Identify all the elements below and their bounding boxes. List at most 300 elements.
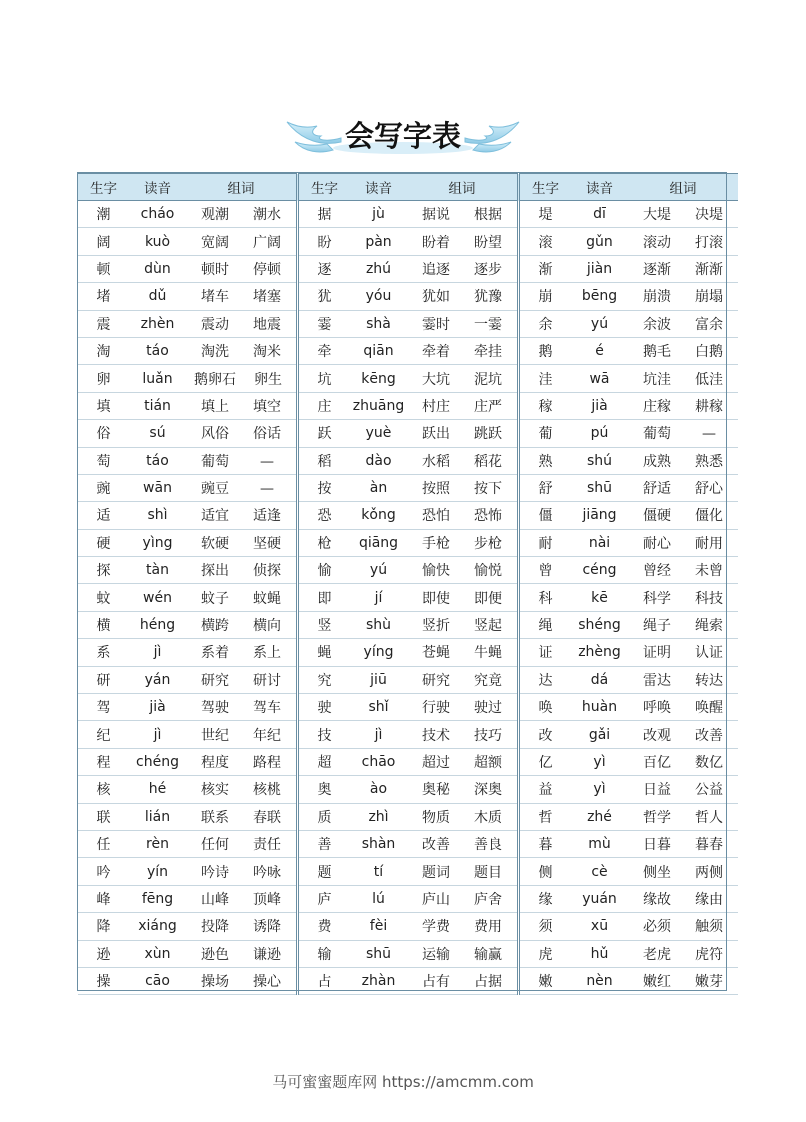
table-row [78,420,738,447]
word: 责任 [253,837,281,854]
words-cell [186,310,298,337]
pinyin-cell: jì [350,721,407,748]
word: 葡萄 [643,426,671,443]
word: 缘故 [643,891,671,908]
words-cell [186,885,298,912]
words-cell [407,283,519,310]
pinyin-cell: jiàn [571,255,628,282]
char-cell: 任 [78,830,129,857]
pinyin-cell: yú [571,310,628,337]
word: 操场 [201,974,229,991]
word: 日暮 [643,837,671,854]
word: 探出 [201,563,229,580]
word: 物质 [422,809,450,826]
table-row [78,858,738,885]
words-cell [407,502,519,529]
pinyin-cell: yán [129,666,186,693]
words-cell [186,830,298,857]
pinyin-cell: shì [129,502,186,529]
word: 占据 [474,974,502,991]
pinyin-cell: shéng [571,611,628,638]
char-cell: 费 [299,913,350,940]
pinyin-cell: fèi [350,913,407,940]
words-cell [407,584,519,611]
word: 竖折 [422,618,450,635]
word: 卵生 [254,371,282,388]
pinyin-cell: huàn [571,694,628,721]
word: 题词 [422,864,450,881]
char-cell: 熟 [520,447,571,474]
char-cell: 善 [299,830,350,857]
word: 潮水 [253,207,281,224]
char-cell: 研 [78,666,129,693]
words-cell [407,201,519,228]
word: 庄稼 [643,398,671,415]
word: 山峰 [201,891,229,908]
word: 任何 [201,837,229,854]
pinyin-cell: zhé [571,803,628,830]
words-cell [186,584,298,611]
words-cell [628,666,738,693]
char-cell: 改 [520,721,571,748]
words-cell [407,803,519,830]
table-row [78,639,738,666]
char-cell: 滚 [520,228,571,255]
words-cell [628,885,738,912]
word: 观潮 [201,207,229,224]
word: 僵硬 [643,508,671,525]
char-cell: 暮 [520,830,571,857]
header-words: 组词 [186,174,298,201]
words-cell [628,776,738,803]
table-row [78,748,738,775]
char-cell: 达 [520,666,571,693]
words-cell [628,474,738,501]
pinyin-cell: tàn [129,557,186,584]
words-cell [186,666,298,693]
word: 富余 [695,316,723,333]
char-cell: 庄 [299,392,350,419]
pinyin-cell: hé [129,776,186,803]
char-cell: 系 [78,639,129,666]
word: 追逐 [422,261,450,278]
pinyin-cell: pàn [350,228,407,255]
table-row [78,885,738,912]
char-cell: 质 [299,803,350,830]
char-cell: 淘 [78,337,129,364]
table-row [78,502,738,529]
words-cell [628,721,738,748]
word: 科技 [695,590,723,607]
table-row [78,940,738,967]
word: 题目 [474,864,502,881]
word: 吟咏 [253,864,281,881]
char-cell: 唤 [520,694,571,721]
pinyin-cell: sú [129,420,186,447]
char-cell: 降 [78,913,129,940]
word: 愉悦 [474,563,502,580]
word: 按下 [474,481,502,498]
words-cell [628,803,738,830]
word: 善良 [474,837,502,854]
pinyin-cell: dùn [129,255,186,282]
words-cell [628,365,738,392]
char-cell: 堤 [520,201,571,228]
char-cell: 霎 [299,310,350,337]
word: 即便 [474,590,502,607]
words-cell [186,776,298,803]
words-cell [407,447,519,474]
word: 僵化 [695,508,723,525]
words-cell [628,830,738,857]
char-cell: 卵 [78,365,129,392]
words-cell [407,557,519,584]
word: 侦探 [253,563,281,580]
words-cell [628,310,738,337]
word: 根据 [474,207,502,224]
char-cell: 阔 [78,228,129,255]
char-cell: 操 [78,967,129,994]
word: 逐渐 [643,261,671,278]
word: 春联 [253,809,281,826]
table-body [78,201,738,995]
pinyin-cell: fēng [129,885,186,912]
word: 暮春 [695,837,723,854]
word: 绳索 [695,618,723,635]
word: 唤醒 [695,700,723,717]
word: 崩溃 [643,289,671,306]
word: 超过 [422,755,450,771]
words-cell [407,748,519,775]
pinyin-cell: pú [571,420,628,447]
header-char: 生字 [520,174,571,201]
word: 操心 [253,974,281,991]
word: 堵塞 [253,289,281,306]
char-cell: 舒 [520,474,571,501]
word: 恐怕 [422,508,450,525]
pinyin-cell: yìng [129,529,186,556]
word: 侧坐 [643,864,671,881]
pinyin-cell: héng [129,611,186,638]
words-cell [628,858,738,885]
char-cell: 潮 [78,201,129,228]
pinyin-cell: céng [571,557,628,584]
word: 占有 [422,974,450,991]
char-cell: 枪 [299,529,350,556]
char-cell: 须 [520,913,571,940]
pinyin-cell: cè [571,858,628,885]
word: 嫩芽 [695,974,723,991]
table-row [78,830,738,857]
pinyin-cell: mù [571,830,628,857]
pinyin-cell: shàn [350,830,407,857]
words-cell [407,611,519,638]
words-cell [407,858,519,885]
word: 步枪 [474,535,502,552]
words-cell [628,502,738,529]
words-cell [407,940,519,967]
word: 耕稼 [695,398,723,415]
word: 呼唤 [643,700,671,717]
word: 豌豆 [201,481,229,498]
word: 大坑 [422,371,450,388]
word: 打滚 [695,234,723,251]
word: 成熟 [643,453,671,470]
word: 填上 [201,398,229,415]
words-cell [186,913,298,940]
word: 驶过 [474,700,502,717]
word: 绳子 [643,618,671,635]
char-cell: 余 [520,310,571,337]
word: 崩塌 [695,289,723,306]
char-cell: 技 [299,721,350,748]
char-cell: 牵 [299,337,350,364]
word: 渐渐 [695,261,723,278]
header-pinyin: 读音 [129,174,186,201]
word: 跳跃 [474,426,502,443]
word: 即使 [422,590,450,607]
pinyin-cell: jì [129,639,186,666]
word: 驾车 [253,700,281,717]
pinyin-cell: zhú [350,255,407,282]
word: 研讨 [253,672,281,689]
word: 触须 [695,919,723,936]
words-cell [186,721,298,748]
pinyin-cell: jù [350,201,407,228]
words-cell [186,283,298,310]
table-row [78,201,738,228]
word: 改观 [643,727,671,744]
table-row [78,392,738,419]
word: 大堤 [643,207,671,224]
word: 程度 [201,755,229,771]
word: 驾驶 [201,700,229,717]
char-cell: 核 [78,776,129,803]
pinyin-cell: lián [129,803,186,830]
word: 吟诗 [201,864,229,881]
char-cell: 侧 [520,858,571,885]
char-cell: 输 [299,940,350,967]
pinyin-cell: nèn [571,967,628,994]
char-cell: 即 [299,584,350,611]
pinyin-cell: lú [350,885,407,912]
pinyin-cell: jiū [350,666,407,693]
words-cell [186,967,298,994]
words-cell [186,803,298,830]
table-row [78,694,738,721]
word: 曾经 [643,563,671,580]
char-cell: 缘 [520,885,571,912]
words-cell [186,694,298,721]
words-cell [186,392,298,419]
pinyin-cell: shū [350,940,407,967]
word: 风俗 [201,426,229,443]
word: 低洼 [695,371,723,388]
words-cell [186,365,298,392]
word: 逐步 [474,261,502,278]
words-cell [628,447,738,474]
word: 核实 [201,782,229,799]
pinyin-cell: yuán [571,885,628,912]
pinyin-cell: kuò [129,228,186,255]
word: 苍蝇 [422,645,450,662]
words-cell [628,228,738,255]
word: 震动 [201,316,229,333]
pinyin-cell: jià [129,694,186,721]
word: 世纪 [201,727,229,744]
words-cell [407,666,519,693]
words-cell [407,639,519,666]
word: 余波 [643,316,671,333]
words-cell [407,474,519,501]
words-cell [186,201,298,228]
char-cell: 跃 [299,420,350,447]
char-cell: 犹 [299,283,350,310]
word: 白鹅 [695,344,723,361]
word: 投降 [201,919,229,936]
word: — [702,426,716,443]
pinyin-cell: jiāng [571,502,628,529]
char-cell: 硬 [78,529,129,556]
pinyin-cell: shǐ [350,694,407,721]
word: 恐怖 [474,508,502,525]
pinyin-cell: kē [571,584,628,611]
word: 系着 [201,645,229,662]
words-cell [628,748,738,775]
word: 滚动 [643,234,671,251]
header-pinyin: 读音 [571,174,628,201]
word: 盼着 [422,234,450,251]
words-cell [407,365,519,392]
table-row [78,283,738,310]
char-cell: 僵 [520,502,571,529]
word: 泥坑 [474,371,502,388]
char-cell: 超 [299,748,350,775]
word: 木质 [474,809,502,826]
word: 稻花 [474,453,502,470]
words-cell [407,228,519,255]
table-row [78,803,738,830]
pinyin-cell: zhèn [129,310,186,337]
table-row [78,310,738,337]
word: 适逢 [253,508,281,525]
words-cell [628,557,738,584]
words-cell [628,967,738,994]
words-cell [186,858,298,885]
table-row [78,776,738,803]
words-cell [628,913,738,940]
word: — [260,481,274,498]
pinyin-cell: yíng [350,639,407,666]
words-cell [186,639,298,666]
word: 奥秘 [422,782,450,799]
words-cell [407,694,519,721]
char-cell: 哲 [520,803,571,830]
pinyin-cell: yóu [350,283,407,310]
word: 核桃 [253,782,281,799]
table-row [78,337,738,364]
pinyin-cell: chéng [129,748,186,775]
pinyin-cell: gǎi [571,721,628,748]
word: 虎符 [695,946,723,963]
word: 年纪 [253,727,281,744]
char-cell: 俗 [78,420,129,447]
char-cell: 嫩 [520,967,571,994]
word: 霎时 [422,316,450,333]
pinyin-cell: jí [350,584,407,611]
words-cell [407,255,519,282]
pinyin-cell: wā [571,365,628,392]
words-cell [407,420,519,447]
words-cell [628,529,738,556]
char-cell: 坑 [299,365,350,392]
word: 犹如 [422,289,450,306]
word: 鹅毛 [643,344,671,361]
char-cell: 占 [299,967,350,994]
word: 坑洼 [643,371,671,388]
word: 科学 [643,590,671,607]
char-cell: 愉 [299,557,350,584]
word: 改善 [422,837,450,854]
word: 村庄 [422,398,450,415]
pinyin-cell: tián [129,392,186,419]
words-cell [186,611,298,638]
word: 舒适 [643,481,671,498]
word: 手枪 [422,535,450,552]
header-char: 生字 [78,174,129,201]
title-banner [283,108,523,160]
word: 费用 [474,919,502,936]
table-row [78,529,738,556]
pinyin-cell: wén [129,584,186,611]
words-cell [186,529,298,556]
table-row [78,913,738,940]
word: 两侧 [695,864,723,881]
pinyin-cell: zhàn [350,967,407,994]
char-cell: 驶 [299,694,350,721]
words-cell [186,420,298,447]
header-char: 生字 [299,174,350,201]
pinyin-cell: tí [350,858,407,885]
table-row [78,721,738,748]
table-row [78,611,738,638]
char-cell: 堵 [78,283,129,310]
char-cell: 亿 [520,748,571,775]
char-cell: 逊 [78,940,129,967]
word: 填空 [253,398,281,415]
word: 牛蝇 [474,645,502,662]
words-cell [186,447,298,474]
word: 坚硬 [253,535,281,552]
pinyin-cell: wān [129,474,186,501]
pinyin-cell: shà [350,310,407,337]
pinyin-cell: xùn [129,940,186,967]
word: 耐用 [695,535,723,552]
char-cell: 究 [299,666,350,693]
word: 牵挂 [474,344,502,361]
pinyin-cell: nài [571,529,628,556]
word: 研究 [201,672,229,689]
word: 横向 [253,618,281,635]
word: 技巧 [474,727,502,744]
pinyin-cell: xū [571,913,628,940]
word: 庐舍 [474,891,502,908]
words-cell [407,967,519,994]
char-cell: 逐 [299,255,350,282]
pinyin-cell: zhì [350,803,407,830]
pinyin-cell: qiāng [350,529,407,556]
words-cell [407,337,519,364]
